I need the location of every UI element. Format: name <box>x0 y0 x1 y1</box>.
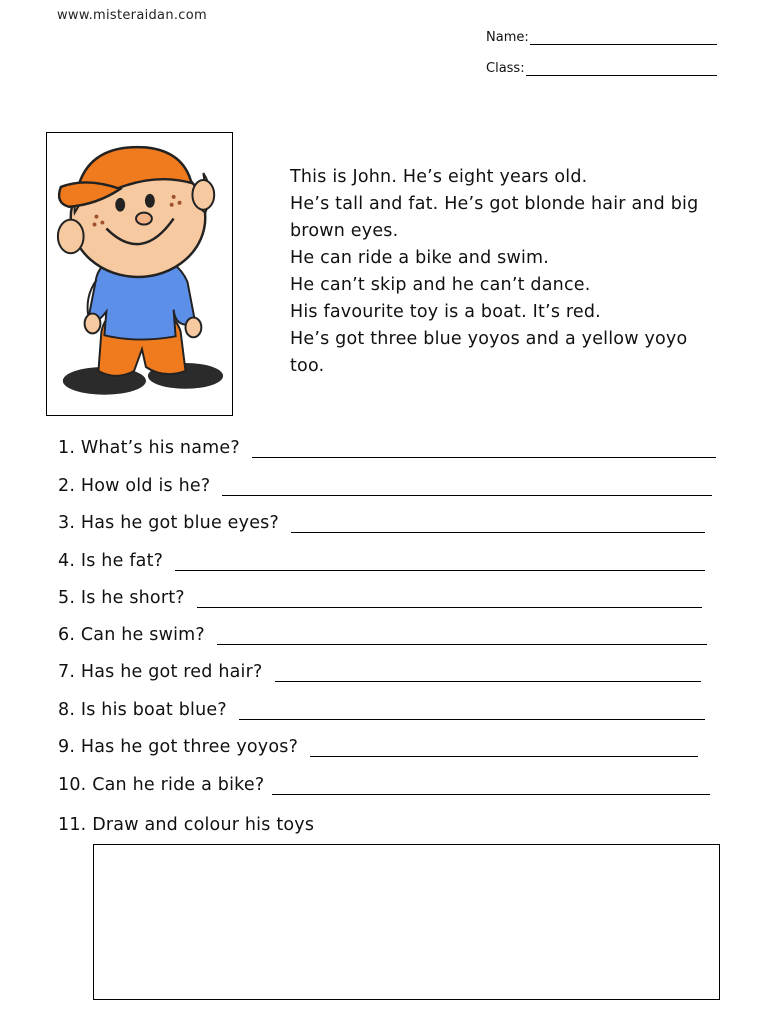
answer-line[interactable] <box>275 667 701 682</box>
answer-line[interactable] <box>252 443 716 458</box>
question-text: 10. Can he ride a bike? <box>58 775 265 795</box>
answer-line[interactable] <box>272 780 710 795</box>
boy-illustration <box>46 132 233 416</box>
passage-line: He can’t skip and he can’t dance. <box>290 275 591 295</box>
passage-line: His favourite toy is a boat. It’s red. <box>290 302 601 322</box>
drawing-box[interactable] <box>93 844 720 1000</box>
answer-line[interactable] <box>175 556 705 571</box>
question-item <box>58 438 716 458</box>
website-url: www.misteraidan.com <box>57 8 207 23</box>
question-item <box>58 625 707 645</box>
question-text: 2. How old is he? <box>58 476 211 496</box>
passage-line: brown eyes. <box>290 221 399 241</box>
question-item <box>58 476 712 496</box>
passage-line: too. <box>290 356 325 376</box>
draw-task-label <box>58 815 314 835</box>
answer-line[interactable] <box>310 742 698 757</box>
question-text: 4. Is he fat? <box>58 551 164 571</box>
question-text: 7. Has he got red hair? <box>58 662 263 682</box>
question-item <box>58 551 705 571</box>
question-item <box>58 662 701 682</box>
question-text: 8. Is his boat blue? <box>58 700 227 720</box>
question-item <box>58 588 702 608</box>
name-field[interactable] <box>486 30 717 45</box>
question-text: 11. Draw and colour his toys <box>58 815 315 835</box>
question-text: 6. Can he swim? <box>58 625 205 645</box>
boy-cartoon-icon <box>47 133 232 415</box>
question-text: 9. Has he got three yoyos? <box>58 737 299 757</box>
answer-line[interactable] <box>291 518 705 533</box>
answer-line[interactable] <box>197 593 702 608</box>
answer-line[interactable] <box>217 630 707 645</box>
question-item <box>58 737 698 757</box>
question-item <box>58 513 705 533</box>
class-label: Class: <box>486 61 525 76</box>
passage-line: He’s got three blue yoyos and a yellow yoyo <box>290 329 688 349</box>
question-text: 3. Has he got blue eyes? <box>58 513 279 533</box>
question-item <box>58 700 705 720</box>
reading-passage <box>290 164 745 380</box>
question-text: 5. Is he short? <box>58 588 185 608</box>
class-answer-line[interactable] <box>526 63 717 76</box>
name-answer-line[interactable] <box>530 32 717 45</box>
answer-line[interactable] <box>239 705 705 720</box>
passage-line: He can ride a bike and swim. <box>290 248 550 268</box>
answer-line[interactable] <box>222 481 712 496</box>
passage-line: This is John. He’s eight years old. <box>290 167 588 187</box>
passage-line: He’s tall and fat. He’s got blonde hair and big <box>290 194 699 214</box>
class-field[interactable] <box>486 61 717 76</box>
name-label: Name: <box>486 30 529 45</box>
question-item <box>58 775 710 795</box>
question-text: 1. What’s his name? <box>58 438 240 458</box>
